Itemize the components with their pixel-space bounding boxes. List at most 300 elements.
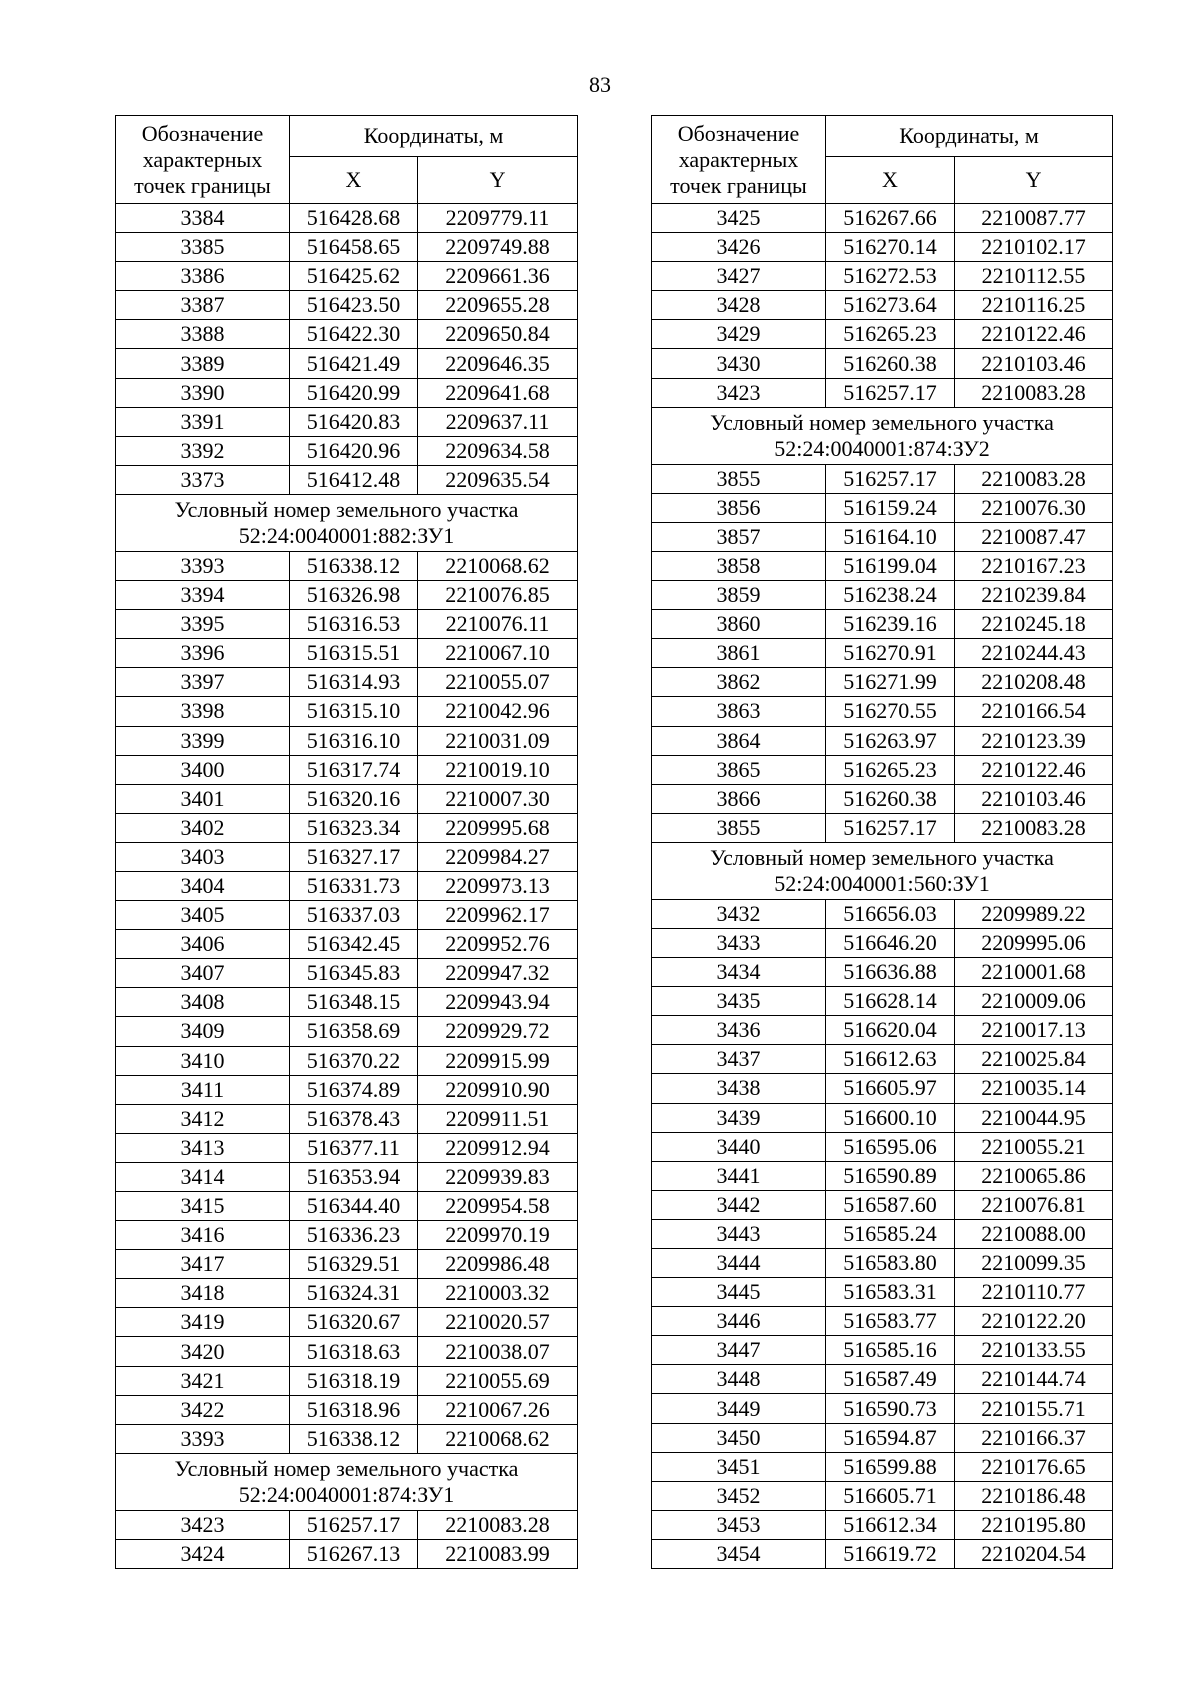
table-row: [652, 464, 1113, 493]
table-row: [116, 204, 578, 233]
y-coordinate-cell: 2209779.11: [418, 204, 578, 233]
point-number-cell: 3453: [652, 1510, 826, 1539]
y-coordinate-cell: 2210122.46: [955, 755, 1113, 784]
point-number-cell: 3447: [652, 1336, 826, 1365]
x-coordinate-cell: 516260.38: [826, 349, 955, 378]
x-coordinate-cell: 516320.16: [290, 784, 418, 813]
table-row: [116, 465, 578, 494]
point-number-cell: 3401: [116, 784, 290, 813]
x-coordinate-cell: 516257.17: [826, 378, 955, 407]
y-coordinate-cell: 2210088.00: [955, 1219, 1113, 1248]
y-coordinate-cell: 2209635.54: [418, 465, 578, 494]
table-row: [652, 1074, 1113, 1103]
y-coordinate-cell: 2210076.11: [418, 610, 578, 639]
parcel-caption: Условный номер земельного участка: [710, 409, 1054, 435]
x-coordinate-cell: 516315.51: [290, 639, 418, 668]
table-row: [116, 1017, 578, 1046]
y-coordinate-cell: 2209939.83: [418, 1162, 578, 1191]
table-row: [652, 1481, 1113, 1510]
point-number-cell: 3410: [116, 1046, 290, 1075]
header-x: X: [290, 157, 418, 204]
parcel-cadastral-number: 52:24:0040001:874:ЗУ2: [774, 435, 990, 461]
point-number-cell: 3442: [652, 1190, 826, 1219]
y-coordinate-cell: 2210186.48: [955, 1481, 1113, 1510]
y-coordinate-cell: 2209984.27: [418, 842, 578, 871]
table-row: [116, 1395, 578, 1424]
y-coordinate-cell: 2209910.90: [418, 1075, 578, 1104]
x-coordinate-cell: 516628.14: [826, 987, 955, 1016]
point-number-cell: 3424: [116, 1539, 290, 1568]
y-coordinate-cell: 2209952.76: [418, 930, 578, 959]
y-coordinate-cell: 2210044.95: [955, 1103, 1113, 1132]
x-coordinate-cell: 516594.87: [826, 1423, 955, 1452]
table-row: [652, 551, 1113, 580]
x-coordinate-cell: 516605.71: [826, 1481, 955, 1510]
x-coordinate-cell: 516270.14: [826, 233, 955, 262]
y-coordinate-cell: 2209929.72: [418, 1017, 578, 1046]
point-number-cell: 3439: [652, 1103, 826, 1132]
header-x: X: [826, 157, 955, 204]
table-row: [652, 726, 1113, 755]
table-row: [652, 1103, 1113, 1132]
y-coordinate-cell: 2210035.14: [955, 1074, 1113, 1103]
table-row: [652, 639, 1113, 668]
point-number-cell: 3391: [116, 407, 290, 436]
table-row: [652, 1307, 1113, 1336]
table-row: [652, 610, 1113, 639]
y-coordinate-cell: 2210038.07: [418, 1337, 578, 1366]
coordinates-table-right: [651, 115, 1113, 1569]
table-row: [116, 726, 578, 755]
y-coordinate-cell: 2209954.58: [418, 1192, 578, 1221]
x-coordinate-cell: 516324.31: [290, 1279, 418, 1308]
x-coordinate-cell: 516238.24: [826, 581, 955, 610]
header-point-designation: Обозначение характерных точек границы: [652, 116, 826, 204]
table-row: [116, 233, 578, 262]
x-coordinate-cell: 516585.16: [826, 1336, 955, 1365]
table-row: [116, 1308, 578, 1337]
point-number-cell: 3413: [116, 1133, 290, 1162]
point-number-cell: 3415: [116, 1192, 290, 1221]
table-row: [652, 522, 1113, 551]
x-coordinate-cell: 516425.62: [290, 262, 418, 291]
x-coordinate-cell: 516619.72: [826, 1539, 955, 1568]
x-coordinate-cell: 516318.96: [290, 1395, 418, 1424]
table-row: [116, 407, 578, 436]
x-coordinate-cell: 516458.65: [290, 233, 418, 262]
point-number-cell: 3395: [116, 610, 290, 639]
point-number-cell: 3399: [116, 726, 290, 755]
y-coordinate-cell: 2210144.74: [955, 1365, 1113, 1394]
point-number-cell: 3373: [116, 465, 290, 494]
y-coordinate-cell: 2210166.37: [955, 1423, 1113, 1452]
point-number-cell: 3404: [116, 871, 290, 900]
y-coordinate-cell: 2210076.30: [955, 493, 1113, 522]
x-coordinate-cell: 516320.67: [290, 1308, 418, 1337]
table-row: [652, 987, 1113, 1016]
header-y: Y: [955, 157, 1113, 204]
y-coordinate-cell: 2210087.77: [955, 204, 1113, 233]
table-row: [116, 639, 578, 668]
header-point-designation: Обозначение характерных точек границы: [116, 116, 290, 204]
x-coordinate-cell: 516316.53: [290, 610, 418, 639]
y-coordinate-cell: 2209995.06: [955, 928, 1113, 957]
header-coordinates: Координаты, м: [826, 116, 1113, 157]
x-coordinate-cell: 516318.19: [290, 1366, 418, 1395]
point-number-cell: 3443: [652, 1219, 826, 1248]
y-coordinate-cell: 2210009.06: [955, 987, 1113, 1016]
table-row: [116, 349, 578, 378]
x-coordinate-cell: 516377.11: [290, 1133, 418, 1162]
y-coordinate-cell: 2210112.55: [955, 262, 1113, 291]
point-number-cell: 3438: [652, 1074, 826, 1103]
y-coordinate-cell: 2209641.68: [418, 378, 578, 407]
y-coordinate-cell: 2210003.32: [418, 1279, 578, 1308]
x-coordinate-cell: 516271.99: [826, 668, 955, 697]
point-number-cell: 3396: [116, 639, 290, 668]
parcel-cadastral-number: 52:24:0040001:882:ЗУ1: [238, 522, 455, 548]
x-coordinate-cell: 516612.34: [826, 1510, 955, 1539]
y-coordinate-cell: 2210245.18: [955, 610, 1113, 639]
table-row: [652, 1394, 1113, 1423]
y-coordinate-cell: 2210055.21: [955, 1132, 1113, 1161]
table-row: [116, 1279, 578, 1308]
table-row: [652, 1510, 1113, 1539]
table-row: [652, 755, 1113, 784]
point-number-cell: 3386: [116, 262, 290, 291]
table-row: [116, 755, 578, 784]
x-coordinate-cell: 516605.97: [826, 1074, 955, 1103]
point-number-cell: 3392: [116, 436, 290, 465]
point-number-cell: 3452: [652, 1481, 826, 1510]
table-row: [116, 1221, 578, 1250]
y-coordinate-cell: 2209911.51: [418, 1104, 578, 1133]
y-coordinate-cell: 2210122.20: [955, 1307, 1113, 1336]
y-coordinate-cell: 2210007.30: [418, 784, 578, 813]
point-number-cell: 3432: [652, 899, 826, 928]
parcel-cadastral-number: 52:24:0040001:560:ЗУ1: [774, 870, 990, 896]
y-coordinate-cell: 2210204.54: [955, 1539, 1113, 1568]
table-row: [652, 1219, 1113, 1248]
y-coordinate-cell: 2210076.85: [418, 581, 578, 610]
point-number-cell: 3855: [652, 464, 826, 493]
table-row: [116, 320, 578, 349]
table-row: [116, 581, 578, 610]
table-row: [116, 1133, 578, 1162]
table-row: [652, 784, 1113, 813]
y-coordinate-cell: 2209634.58: [418, 436, 578, 465]
y-coordinate-cell: 2210020.57: [418, 1308, 578, 1337]
x-coordinate-cell: 516583.77: [826, 1307, 955, 1336]
point-number-cell: 3421: [116, 1366, 290, 1395]
section-header-row: [116, 494, 578, 551]
x-coordinate-cell: 516257.17: [290, 1510, 418, 1539]
y-coordinate-cell: 2210133.55: [955, 1336, 1113, 1365]
x-coordinate-cell: 516646.20: [826, 928, 955, 957]
table-row: [652, 204, 1113, 233]
y-coordinate-cell: 2209655.28: [418, 291, 578, 320]
x-coordinate-cell: 516317.74: [290, 755, 418, 784]
y-coordinate-cell: 2210055.69: [418, 1366, 578, 1395]
y-coordinate-cell: 2210176.65: [955, 1452, 1113, 1481]
y-coordinate-cell: 2210083.99: [418, 1539, 578, 1568]
table-row: [652, 1278, 1113, 1307]
page-number: 83: [589, 72, 611, 97]
table-row: [116, 842, 578, 871]
table-row: [116, 1192, 578, 1221]
table-row: [652, 697, 1113, 726]
table-row: [116, 1075, 578, 1104]
y-coordinate-cell: 2210083.28: [955, 464, 1113, 493]
table-row: [116, 959, 578, 988]
table-row: [116, 930, 578, 959]
point-number-cell: 3385: [116, 233, 290, 262]
point-number-cell: 3409: [116, 1017, 290, 1046]
table-row: [652, 958, 1113, 987]
x-coordinate-cell: 516612.63: [826, 1045, 955, 1074]
point-number-cell: 3394: [116, 581, 290, 610]
table-row: [652, 378, 1113, 407]
x-coordinate-cell: 516323.34: [290, 813, 418, 842]
y-coordinate-cell: 2209973.13: [418, 871, 578, 900]
table-row: [116, 1162, 578, 1191]
x-coordinate-cell: 516265.23: [826, 320, 955, 349]
point-number-cell: 3423: [652, 378, 826, 407]
point-number-cell: 3397: [116, 668, 290, 697]
y-coordinate-cell: 2210067.26: [418, 1395, 578, 1424]
x-coordinate-cell: 516374.89: [290, 1075, 418, 1104]
point-number-cell: 3858: [652, 551, 826, 580]
point-number-cell: 3434: [652, 958, 826, 987]
table-row: [652, 813, 1113, 842]
x-coordinate-cell: 516267.13: [290, 1539, 418, 1568]
y-coordinate-cell: 2210166.54: [955, 697, 1113, 726]
x-coordinate-cell: 516263.97: [826, 726, 955, 755]
x-coordinate-cell: 516267.66: [826, 204, 955, 233]
point-number-cell: 3857: [652, 522, 826, 551]
y-coordinate-cell: 2209912.94: [418, 1133, 578, 1162]
point-number-cell: 3426: [652, 233, 826, 262]
x-coordinate-cell: 516583.80: [826, 1249, 955, 1278]
point-number-cell: 3403: [116, 842, 290, 871]
point-number-cell: 3408: [116, 988, 290, 1017]
point-number-cell: 3425: [652, 204, 826, 233]
x-coordinate-cell: 516331.73: [290, 871, 418, 900]
table-row: [116, 1510, 578, 1539]
x-coordinate-cell: 516587.60: [826, 1190, 955, 1219]
table-row: [116, 1539, 578, 1568]
x-coordinate-cell: 516273.64: [826, 291, 955, 320]
point-number-cell: 3412: [116, 1104, 290, 1133]
y-coordinate-cell: 2210068.62: [418, 551, 578, 580]
x-coordinate-cell: 516199.04: [826, 551, 955, 580]
point-number-cell: 3446: [652, 1307, 826, 1336]
header-y: Y: [418, 157, 578, 204]
point-number-cell: 3388: [116, 320, 290, 349]
parcel-number-label: [652, 407, 1113, 464]
x-coordinate-cell: 516336.23: [290, 1221, 418, 1250]
x-coordinate-cell: 516358.69: [290, 1017, 418, 1046]
y-coordinate-cell: 2210099.35: [955, 1249, 1113, 1278]
table-row: [116, 551, 578, 580]
table-row: [116, 378, 578, 407]
y-coordinate-cell: 2209986.48: [418, 1250, 578, 1279]
table-row: [116, 1250, 578, 1279]
y-coordinate-cell: 2210208.48: [955, 668, 1113, 697]
y-coordinate-cell: 2209943.94: [418, 988, 578, 1017]
point-number-cell: 3435: [652, 987, 826, 1016]
x-coordinate-cell: 516327.17: [290, 842, 418, 871]
y-coordinate-cell: 2210017.13: [955, 1016, 1113, 1045]
point-number-cell: 3861: [652, 639, 826, 668]
point-number-cell: 3444: [652, 1249, 826, 1278]
y-coordinate-cell: 2210083.28: [418, 1510, 578, 1539]
x-coordinate-cell: 516420.99: [290, 378, 418, 407]
point-number-cell: 3454: [652, 1539, 826, 1568]
point-number-cell: 3433: [652, 928, 826, 957]
y-coordinate-cell: 2210025.84: [955, 1045, 1113, 1074]
point-number-cell: 3437: [652, 1045, 826, 1074]
x-coordinate-cell: 516636.88: [826, 958, 955, 987]
x-coordinate-cell: 516270.55: [826, 697, 955, 726]
y-coordinate-cell: 2210123.39: [955, 726, 1113, 755]
table-row: [116, 697, 578, 726]
table-row: [116, 901, 578, 930]
table-row: [116, 668, 578, 697]
table-row: [116, 1424, 578, 1453]
table-row: [652, 1249, 1113, 1278]
x-coordinate-cell: 516620.04: [826, 1016, 955, 1045]
coordinates-table-left: [115, 115, 578, 1569]
table-row: [116, 988, 578, 1017]
x-coordinate-cell: 516583.31: [826, 1278, 955, 1307]
table-row: [652, 668, 1113, 697]
table-row: [652, 1161, 1113, 1190]
table-row: [652, 928, 1113, 957]
point-number-cell: 3390: [116, 378, 290, 407]
x-coordinate-cell: 516412.48: [290, 465, 418, 494]
y-coordinate-cell: 2209947.32: [418, 959, 578, 988]
x-coordinate-cell: 516422.30: [290, 320, 418, 349]
y-coordinate-cell: 2209989.22: [955, 899, 1113, 928]
table-row: [652, 291, 1113, 320]
x-coordinate-cell: 516338.12: [290, 1424, 418, 1453]
y-coordinate-cell: 2210103.46: [955, 784, 1113, 813]
section-header-row: [116, 1453, 578, 1510]
table-row: [652, 233, 1113, 262]
point-number-cell: 3387: [116, 291, 290, 320]
y-coordinate-cell: 2209962.17: [418, 901, 578, 930]
point-number-cell: 3862: [652, 668, 826, 697]
y-coordinate-cell: 2210103.46: [955, 349, 1113, 378]
x-coordinate-cell: 516600.10: [826, 1103, 955, 1132]
y-coordinate-cell: 2209650.84: [418, 320, 578, 349]
point-number-cell: 3393: [116, 1424, 290, 1453]
y-coordinate-cell: 2209661.36: [418, 262, 578, 291]
table-row: [116, 871, 578, 900]
point-number-cell: 3393: [116, 551, 290, 580]
point-number-cell: 3445: [652, 1278, 826, 1307]
point-number-cell: 3420: [116, 1337, 290, 1366]
y-coordinate-cell: 2210076.81: [955, 1190, 1113, 1219]
table-row: [652, 1336, 1113, 1365]
y-coordinate-cell: 2210019.10: [418, 755, 578, 784]
point-number-cell: 3405: [116, 901, 290, 930]
x-coordinate-cell: 516272.53: [826, 262, 955, 291]
table-row: [116, 1366, 578, 1395]
x-coordinate-cell: 516348.15: [290, 988, 418, 1017]
point-number-cell: 3865: [652, 755, 826, 784]
point-number-cell: 3436: [652, 1016, 826, 1045]
point-number-cell: 3398: [116, 697, 290, 726]
point-number-cell: 3427: [652, 262, 826, 291]
table-row: [116, 262, 578, 291]
y-coordinate-cell: 2210110.77: [955, 1278, 1113, 1307]
parcel-caption: Условный номер земельного участка: [710, 844, 1054, 870]
point-number-cell: 3451: [652, 1452, 826, 1481]
y-coordinate-cell: 2210167.23: [955, 551, 1113, 580]
point-number-cell: 3402: [116, 813, 290, 842]
table-row: [652, 1539, 1113, 1568]
y-coordinate-cell: 2210055.07: [418, 668, 578, 697]
y-coordinate-cell: 2209749.88: [418, 233, 578, 262]
point-number-cell: 3855: [652, 813, 826, 842]
point-number-cell: 3859: [652, 581, 826, 610]
table-row: [116, 813, 578, 842]
table-row: [652, 493, 1113, 522]
y-coordinate-cell: 2210195.80: [955, 1510, 1113, 1539]
y-coordinate-cell: 2210083.28: [955, 378, 1113, 407]
parcel-caption: Условный номер земельного участка: [174, 1455, 519, 1481]
x-coordinate-cell: 516265.23: [826, 755, 955, 784]
x-coordinate-cell: 516338.12: [290, 551, 418, 580]
table-row: [652, 1423, 1113, 1452]
x-coordinate-cell: 516599.88: [826, 1452, 955, 1481]
x-coordinate-cell: 516260.38: [826, 784, 955, 813]
point-number-cell: 3400: [116, 755, 290, 784]
point-number-cell: 3441: [652, 1161, 826, 1190]
point-number-cell: 3418: [116, 1279, 290, 1308]
table-row: [652, 1365, 1113, 1394]
x-coordinate-cell: 516423.50: [290, 291, 418, 320]
parcel-number-label: [116, 494, 578, 551]
x-coordinate-cell: 516587.49: [826, 1365, 955, 1394]
point-number-cell: 3449: [652, 1394, 826, 1423]
x-coordinate-cell: 516420.83: [290, 407, 418, 436]
x-coordinate-cell: 516353.94: [290, 1162, 418, 1191]
x-coordinate-cell: 516270.91: [826, 639, 955, 668]
x-coordinate-cell: 516590.73: [826, 1394, 955, 1423]
y-coordinate-cell: 2209995.68: [418, 813, 578, 842]
y-coordinate-cell: 2209970.19: [418, 1221, 578, 1250]
y-coordinate-cell: 2210083.28: [955, 813, 1113, 842]
x-coordinate-cell: 516164.10: [826, 522, 955, 551]
x-coordinate-cell: 516257.17: [826, 464, 955, 493]
point-number-cell: 3417: [116, 1250, 290, 1279]
x-coordinate-cell: 516590.89: [826, 1161, 955, 1190]
point-number-cell: 3856: [652, 493, 826, 522]
table-row: [652, 1045, 1113, 1074]
section-header-row: [652, 842, 1113, 899]
y-coordinate-cell: 2210067.10: [418, 639, 578, 668]
point-number-cell: 3407: [116, 959, 290, 988]
header-coordinates: Координаты, м: [290, 116, 578, 157]
y-coordinate-cell: 2210155.71: [955, 1394, 1113, 1423]
point-number-cell: 3411: [116, 1075, 290, 1104]
point-number-cell: 3423: [116, 1510, 290, 1539]
point-number-cell: 3863: [652, 697, 826, 726]
y-coordinate-cell: 2210087.47: [955, 522, 1113, 551]
